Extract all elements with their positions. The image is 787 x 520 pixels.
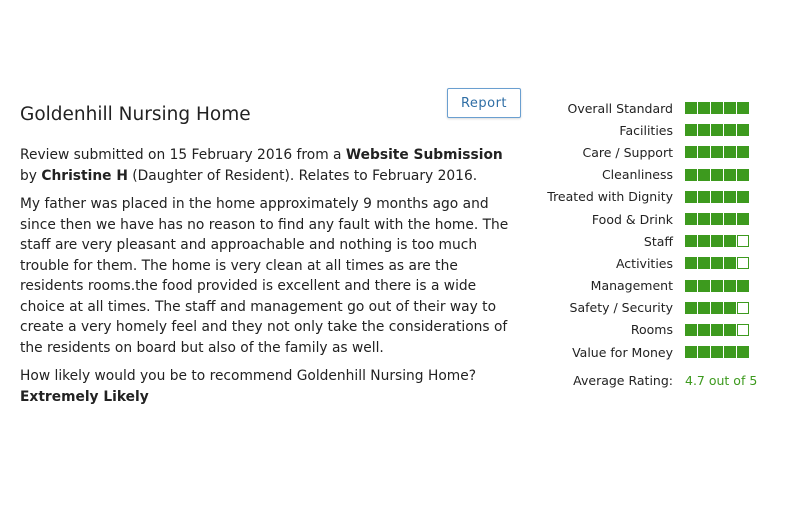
rating-row — [545, 208, 770, 230]
rating-label: Safety / Security — [569, 300, 673, 316]
rating-filled-square — [724, 124, 736, 136]
rating-label: Cleanliness — [601, 167, 673, 183]
meta-source: Website Submission — [345, 147, 503, 163]
rating-filled-square — [737, 346, 749, 358]
rating-label: Staff — [643, 233, 673, 249]
rating-filled-square — [698, 346, 710, 358]
rating-filled-square — [724, 235, 736, 247]
rating-label: Treated with Dignity — [547, 189, 673, 205]
rating-filled-square — [711, 213, 723, 225]
rating-filled-square — [698, 191, 710, 203]
rating-label: Rooms — [630, 322, 673, 338]
rating-filled-square — [698, 235, 710, 247]
review-meta — [20, 145, 515, 186]
rating-filled-square — [698, 324, 710, 336]
meta-suffix: (Daughter of Resident). Relates to February 2016. — [127, 167, 478, 184]
rating-row — [545, 141, 770, 163]
rating-empty-square — [737, 324, 749, 336]
rating-squares — [685, 302, 749, 314]
rating-filled-square — [724, 346, 736, 358]
rating-squares — [685, 124, 749, 136]
rating-filled-square — [685, 191, 697, 203]
rating-filled-square — [685, 346, 697, 358]
rating-filled-square — [685, 302, 697, 314]
rating-filled-square — [685, 235, 697, 247]
rating-filled-square — [724, 191, 736, 203]
rating-filled-square — [724, 324, 736, 336]
rating-filled-square — [685, 169, 697, 181]
ratings-panel — [545, 97, 770, 363]
rating-filled-square — [711, 346, 723, 358]
rating-filled-square — [724, 280, 736, 292]
rating-filled-square — [698, 169, 710, 181]
rating-filled-square — [737, 146, 749, 158]
rating-label: Management — [590, 278, 673, 294]
average-rating — [545, 373, 770, 388]
rating-filled-square — [711, 235, 723, 247]
home-title: Goldenhill Nursing Home — [20, 104, 251, 125]
rating-filled-square — [711, 191, 723, 203]
rating-filled-square — [711, 324, 723, 336]
rating-filled-square — [685, 102, 697, 114]
rating-filled-square — [685, 213, 697, 225]
rating-filled-square — [724, 302, 736, 314]
rating-filled-square — [685, 280, 697, 292]
rating-label: Overall Standard — [567, 100, 673, 116]
rating-label: Value for Money — [572, 344, 673, 360]
rating-filled-square — [698, 280, 710, 292]
rating-filled-square — [724, 146, 736, 158]
rating-filled-square — [711, 124, 723, 136]
rating-filled-square — [711, 146, 723, 158]
meta-prefix: Review submitted on 15 February 2016 from a — [20, 147, 346, 163]
rating-filled-square — [724, 169, 736, 181]
rating-squares — [685, 324, 749, 336]
rating-filled-square — [724, 102, 736, 114]
rating-squares — [685, 213, 749, 225]
rating-filled-square — [737, 280, 749, 292]
rating-squares — [685, 280, 749, 292]
recommend-answer: Extremely Likely — [20, 388, 149, 405]
recommend-question: How likely would you be to recommend Goldenhill Nursing Home? — [20, 368, 477, 384]
rating-label: Facilities — [619, 122, 673, 138]
rating-filled-square — [685, 324, 697, 336]
rating-filled-square — [737, 213, 749, 225]
rating-squares — [685, 146, 749, 158]
rating-filled-square — [685, 146, 697, 158]
rating-filled-square — [685, 124, 697, 136]
rating-row — [545, 341, 770, 363]
rating-squares — [685, 102, 749, 114]
rating-empty-square — [737, 257, 749, 269]
report-button[interactable]: Report — [447, 88, 521, 118]
rating-row — [545, 297, 770, 319]
rating-squares — [685, 346, 749, 358]
rating-filled-square — [698, 302, 710, 314]
rating-row — [545, 164, 770, 186]
rating-filled-square — [711, 302, 723, 314]
rating-squares — [685, 235, 749, 247]
rating-label: Care / Support — [582, 144, 673, 160]
reviewer-name: Christine H — [41, 167, 128, 184]
rating-row — [545, 186, 770, 208]
rating-squares — [685, 191, 749, 203]
rating-filled-square — [711, 169, 723, 181]
meta-by: by — [20, 167, 42, 184]
rating-filled-square — [737, 102, 749, 114]
rating-label: Food & Drink — [591, 211, 673, 227]
rating-filled-square — [698, 124, 710, 136]
rating-filled-square — [711, 280, 723, 292]
rating-filled-square — [698, 257, 710, 269]
rating-row — [545, 119, 770, 141]
rating-filled-square — [698, 213, 710, 225]
rating-row — [545, 230, 770, 252]
rating-filled-square — [737, 124, 749, 136]
rating-filled-square — [724, 213, 736, 225]
rating-squares — [685, 169, 749, 181]
average-rating-value: 4.7 out of 5 — [685, 373, 758, 388]
recommend-block — [20, 366, 515, 407]
rating-filled-square — [711, 102, 723, 114]
rating-label: Activities — [615, 255, 673, 271]
rating-filled-square — [737, 191, 749, 203]
rating-empty-square — [737, 302, 749, 314]
rating-filled-square — [737, 169, 749, 181]
rating-filled-square — [724, 257, 736, 269]
rating-filled-square — [698, 146, 710, 158]
rating-squares — [685, 257, 749, 269]
rating-filled-square — [698, 102, 710, 114]
rating-empty-square — [737, 235, 749, 247]
review-body: My father was placed in the home approximately 9 months ago and since then we have has no reason to find any fault with the home. The staff are very pleasant and approachable and nothing is too much trouble for them. The home is very clean at all times as are the residents rooms.the food provided is excellent and there is a wide choice at all times. The staff and management go out of their way to create a very homely feel and they not only take the considerations of the residents on board but also of the family as well. — [20, 196, 509, 356]
rating-row — [545, 319, 770, 341]
rating-row — [545, 252, 770, 274]
rating-filled-square — [685, 257, 697, 269]
rating-row — [545, 97, 770, 119]
rating-row — [545, 275, 770, 297]
average-rating-label: Average Rating: — [573, 373, 673, 388]
rating-filled-square — [711, 257, 723, 269]
